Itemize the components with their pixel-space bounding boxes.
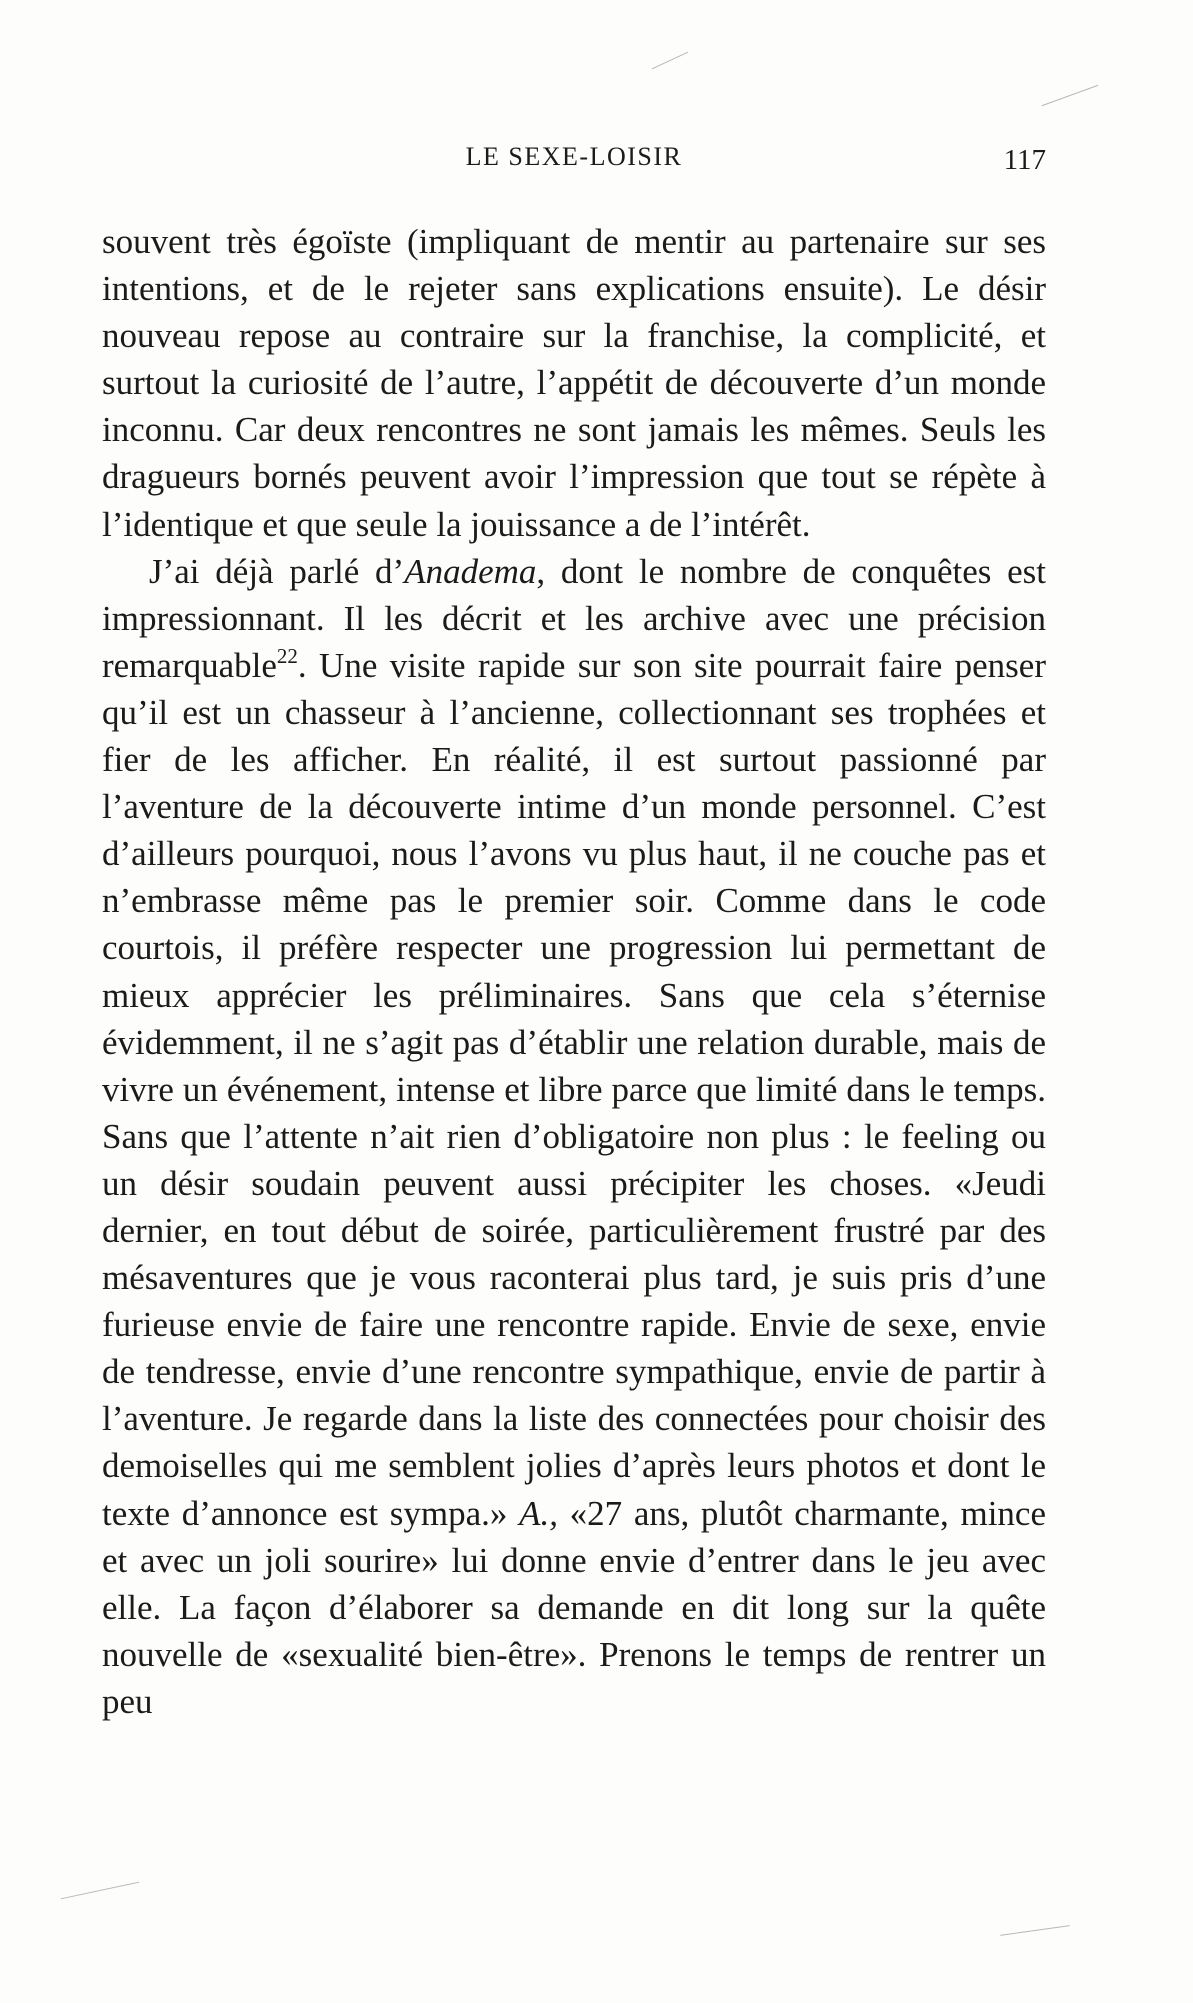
text-run: . Une visite rapide sur son site pourrait faire penser qu’il est un chasseur à l’ancienne, collectionnant ses trophées et fier de les afficher. En réalité, il est surtout passionné par l’aventure de la découverte intime d’un monde personnel. C’est d’ailleurs pourquoi, nous l’avons vu plus haut, il ne couche pas et n’embrasse même pas le premier soir. Comme dans le code courtois, il préfère respecter une progression lui permettant de mieux apprécier les préliminaires. Sans que cela s’éternise évidemment, il ne s’agit pas d’établir une relation durable, mais de vivre un événement, intense et libre parce que limité dans le temps. Sans que l’attente n’ait rien d’obligatoire non plus : le feeling ou un désir soudain peuvent aussi précipiter les choses. «Jeudi dernier, en tout début de soirée, particulièrement frustré par des mésaventures que je vous raconterai plus tard, je suis pris d’une furieuse envie de faire une rencontre rapide. Envie de sexe, envie de tendresse, envie d’une rencontre sympathique, envie de partir à l’aventure. Je regarde dans la liste des connectées pour choisir des demoiselles qui me semblent jolies d’après leurs photos et dont le texte d’annonce est sympa.» [102, 645, 1046, 1533]
page-number: 117 [1003, 144, 1046, 176]
text-run: J’ai déjà parlé d’ [149, 551, 405, 591]
text-run: , dont le nombre de conquêtes est impressionnant. Il les décrit et les archive avec une précision remarquable [102, 551, 1046, 685]
paragraph-continued: souvent très égoïste (impliquant de mentir au partenaire sur ses intentions, et de le rejeter sans explications ensuite). Le désir nouveau repose au contraire sur la franchise, la complicité, et surtout la curiosité de l’autre, l’appétit de découverte d’un monde inconnu. Car deux rencontres ne sont jamais les mêmes. Seuls les dragueurs bornés peuvent avoir l’impression que tout se répète à l’identique et que seule la jouissance a de l’intérêt. [102, 222, 1046, 544]
italic-name: Anadema [404, 551, 537, 591]
paragraph-anadema [102, 548, 1046, 1725]
scan-artifact-line [652, 52, 689, 70]
footnote-marker: 22 [276, 643, 298, 668]
scan-artifact-line [61, 1882, 139, 1900]
running-head [102, 138, 1046, 178]
scan-artifact-line [1000, 1925, 1069, 1936]
body-text [102, 218, 1046, 1725]
scan-artifact-line [1042, 85, 1099, 106]
running-title: LE SEXE-LOISIR [465, 142, 683, 171]
text-run: «27 ans, plutôt charmante, mince et avec un joli sourire» lui donne envie d’entrer dans le jeu avec elle. La façon d’élaborer sa demande en dit long sur la quête nouvelle de «sexualité bien-être». Prenons le temps de rentrer un peu [102, 1493, 1046, 1721]
italic-initial: A., [519, 1493, 558, 1533]
